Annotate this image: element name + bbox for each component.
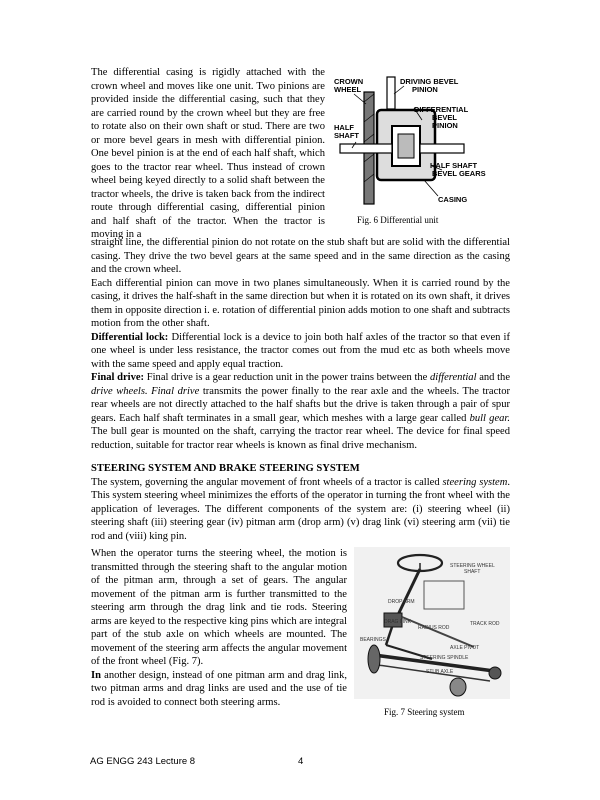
- half-shaft-left: [340, 144, 392, 153]
- label-radius-rod: RADIUS ROD: [418, 625, 450, 631]
- label-half-shaft-bevel-gears: HALF SHAFT BEVEL GEARS: [430, 161, 486, 178]
- label-half-shaft: HALF SHAFT: [334, 123, 359, 140]
- label-axle-pivot: AXLE PIVOT: [450, 645, 480, 651]
- driving-pinion-shaft: [387, 77, 395, 109]
- label-steering-spindle: STEERING SPINDLE: [420, 655, 469, 661]
- footer-course-label: AG ENGG 243 Lecture 8: [90, 756, 196, 767]
- paragraph-steering-system: The system, governing the angular movement of front wheels of a tractor is called steering system. This system steering wheel minimizes the efforts of the operator in turning the front wheel with the application of leverages. The different components of the system are: (i) steering wheel (ii) steering shaft (iii) steering gear (iv) pitman arm (drop arm) (v) drag link (vi) steering arm (vii) tie rod and (viii) king pin.: [91, 476, 510, 542]
- figure-7-caption: Fig. 7 Steering system: [384, 707, 465, 717]
- paragraph-text: straight line, the differential pinion do not rotate on the stub shaft but are solid with the differential casing. They drive the two bevel gears at the same speed and in the same direction as the casing and the crown wheel.: [91, 237, 510, 275]
- label-drag-link: DRAG LINK: [384, 619, 411, 625]
- paragraph-text: The differential casing is rigidly attached with the crown wheel and moves like one unit. Two pinions are provided inside the differential casing, such that they are carried round by the crown wheel but they are free to rotate also on their own shaft or stud. There are two or more bevel gears in mesh with differential pinion. One bevel pinion is at the end of each half shaft, which goes to the tractor rear wheel. Thus instead of crown wheel being keyed directly to a solid shaft between the tractor wheels, the drive is taken back from the indirect route through differential casing, differential pinion and half shaft of the tractor. When the tractor is moving in a: [91, 67, 325, 240]
- label-driving-bevel-pinion: DRIVING BEVEL PINION: [400, 77, 459, 94]
- paragraph-text: Each differential pinion can move in two planes simultaneously. When it is carried round by the casing, it drives the half-shaft in the same direction but when it is rotated on its own shaft, it drives them in opposite direction i. e. rotation of differential pinion adds motion to one shaft and subtracts motion from the other shaft.: [91, 277, 510, 329]
- page-number: 4: [298, 756, 304, 767]
- paragraph-differential-lock: Differential lock: Differential lock is a device to join both half axles of the tractor so that even if one wheel is under less resistance, the tractor comes out from the mud etc as both wheels move with the same speed and apply equal traction.: [91, 331, 510, 370]
- steering-description-block: [91, 547, 347, 709]
- label-crown-wheel: CROWN WHEEL: [334, 77, 364, 94]
- main-text-block: [91, 236, 510, 543]
- label-stub-axle: STUB AXLE: [426, 669, 454, 675]
- label-drop-arm: DROP ARM: [388, 599, 415, 605]
- paragraph-differential-casing: [91, 66, 325, 242]
- figure-6-caption: Fig. 6 Differential unit: [357, 215, 439, 225]
- steering-system-diagram: [354, 547, 510, 699]
- section-heading: STEERING SYSTEM AND BRAKE STEERING SYSTEM: [91, 463, 360, 474]
- label-casing: CASING: [438, 195, 468, 204]
- half-shaft-right: [420, 144, 464, 153]
- paragraph-another-design: In another design, instead of one pitman arm and drag link, two pitman arms and drag links are used and the use of tie rod is avoided to connect both steering arms.: [91, 669, 347, 708]
- differential-unit-diagram: [334, 72, 492, 214]
- paragraph-final-drive: Final drive: Final drive is a gear reduction unit in the power trains between the differential and the drive wheels. Final drive transmits the power finally to the rear axle and the wheels. The tractor rear wheels are not directly attached to the half shafts but the drive is taken through a pair of spur gears. Each half shaft terminates in a small gear, which meshes with a large gear called bull gear. The bull gear is mounted on the shaft, carrying the tractor rear wheel. The device for final speed reduction, suitable for tractor rear wheels is known as final drive mechanism.: [91, 372, 510, 451]
- label-bearings: BEARINGS: [360, 637, 386, 643]
- label-steering-wheel-shaft: STEERING WHEEL SHAFT: [450, 563, 495, 575]
- label-track-rod: TRACK ROD: [470, 621, 500, 627]
- paragraph-text: When the operator turns the steering wheel, the motion is transmitted through the steering shaft to the angular motion of the pitman arm, through a set of gears. The angular movement of the pitman arm is further transmitted to the steering arm through the drag link and tie rods. Steering arms are keyed to the respective king pins which are integral part of the stub axle on which wheels are mounted. The movement of the steering arm affects the angular movement of the front wheel (Fig. 7).: [91, 548, 347, 667]
- label-differential-bevel-pinion: DIFFERENTIAL BEVEL PINION: [414, 105, 469, 130]
